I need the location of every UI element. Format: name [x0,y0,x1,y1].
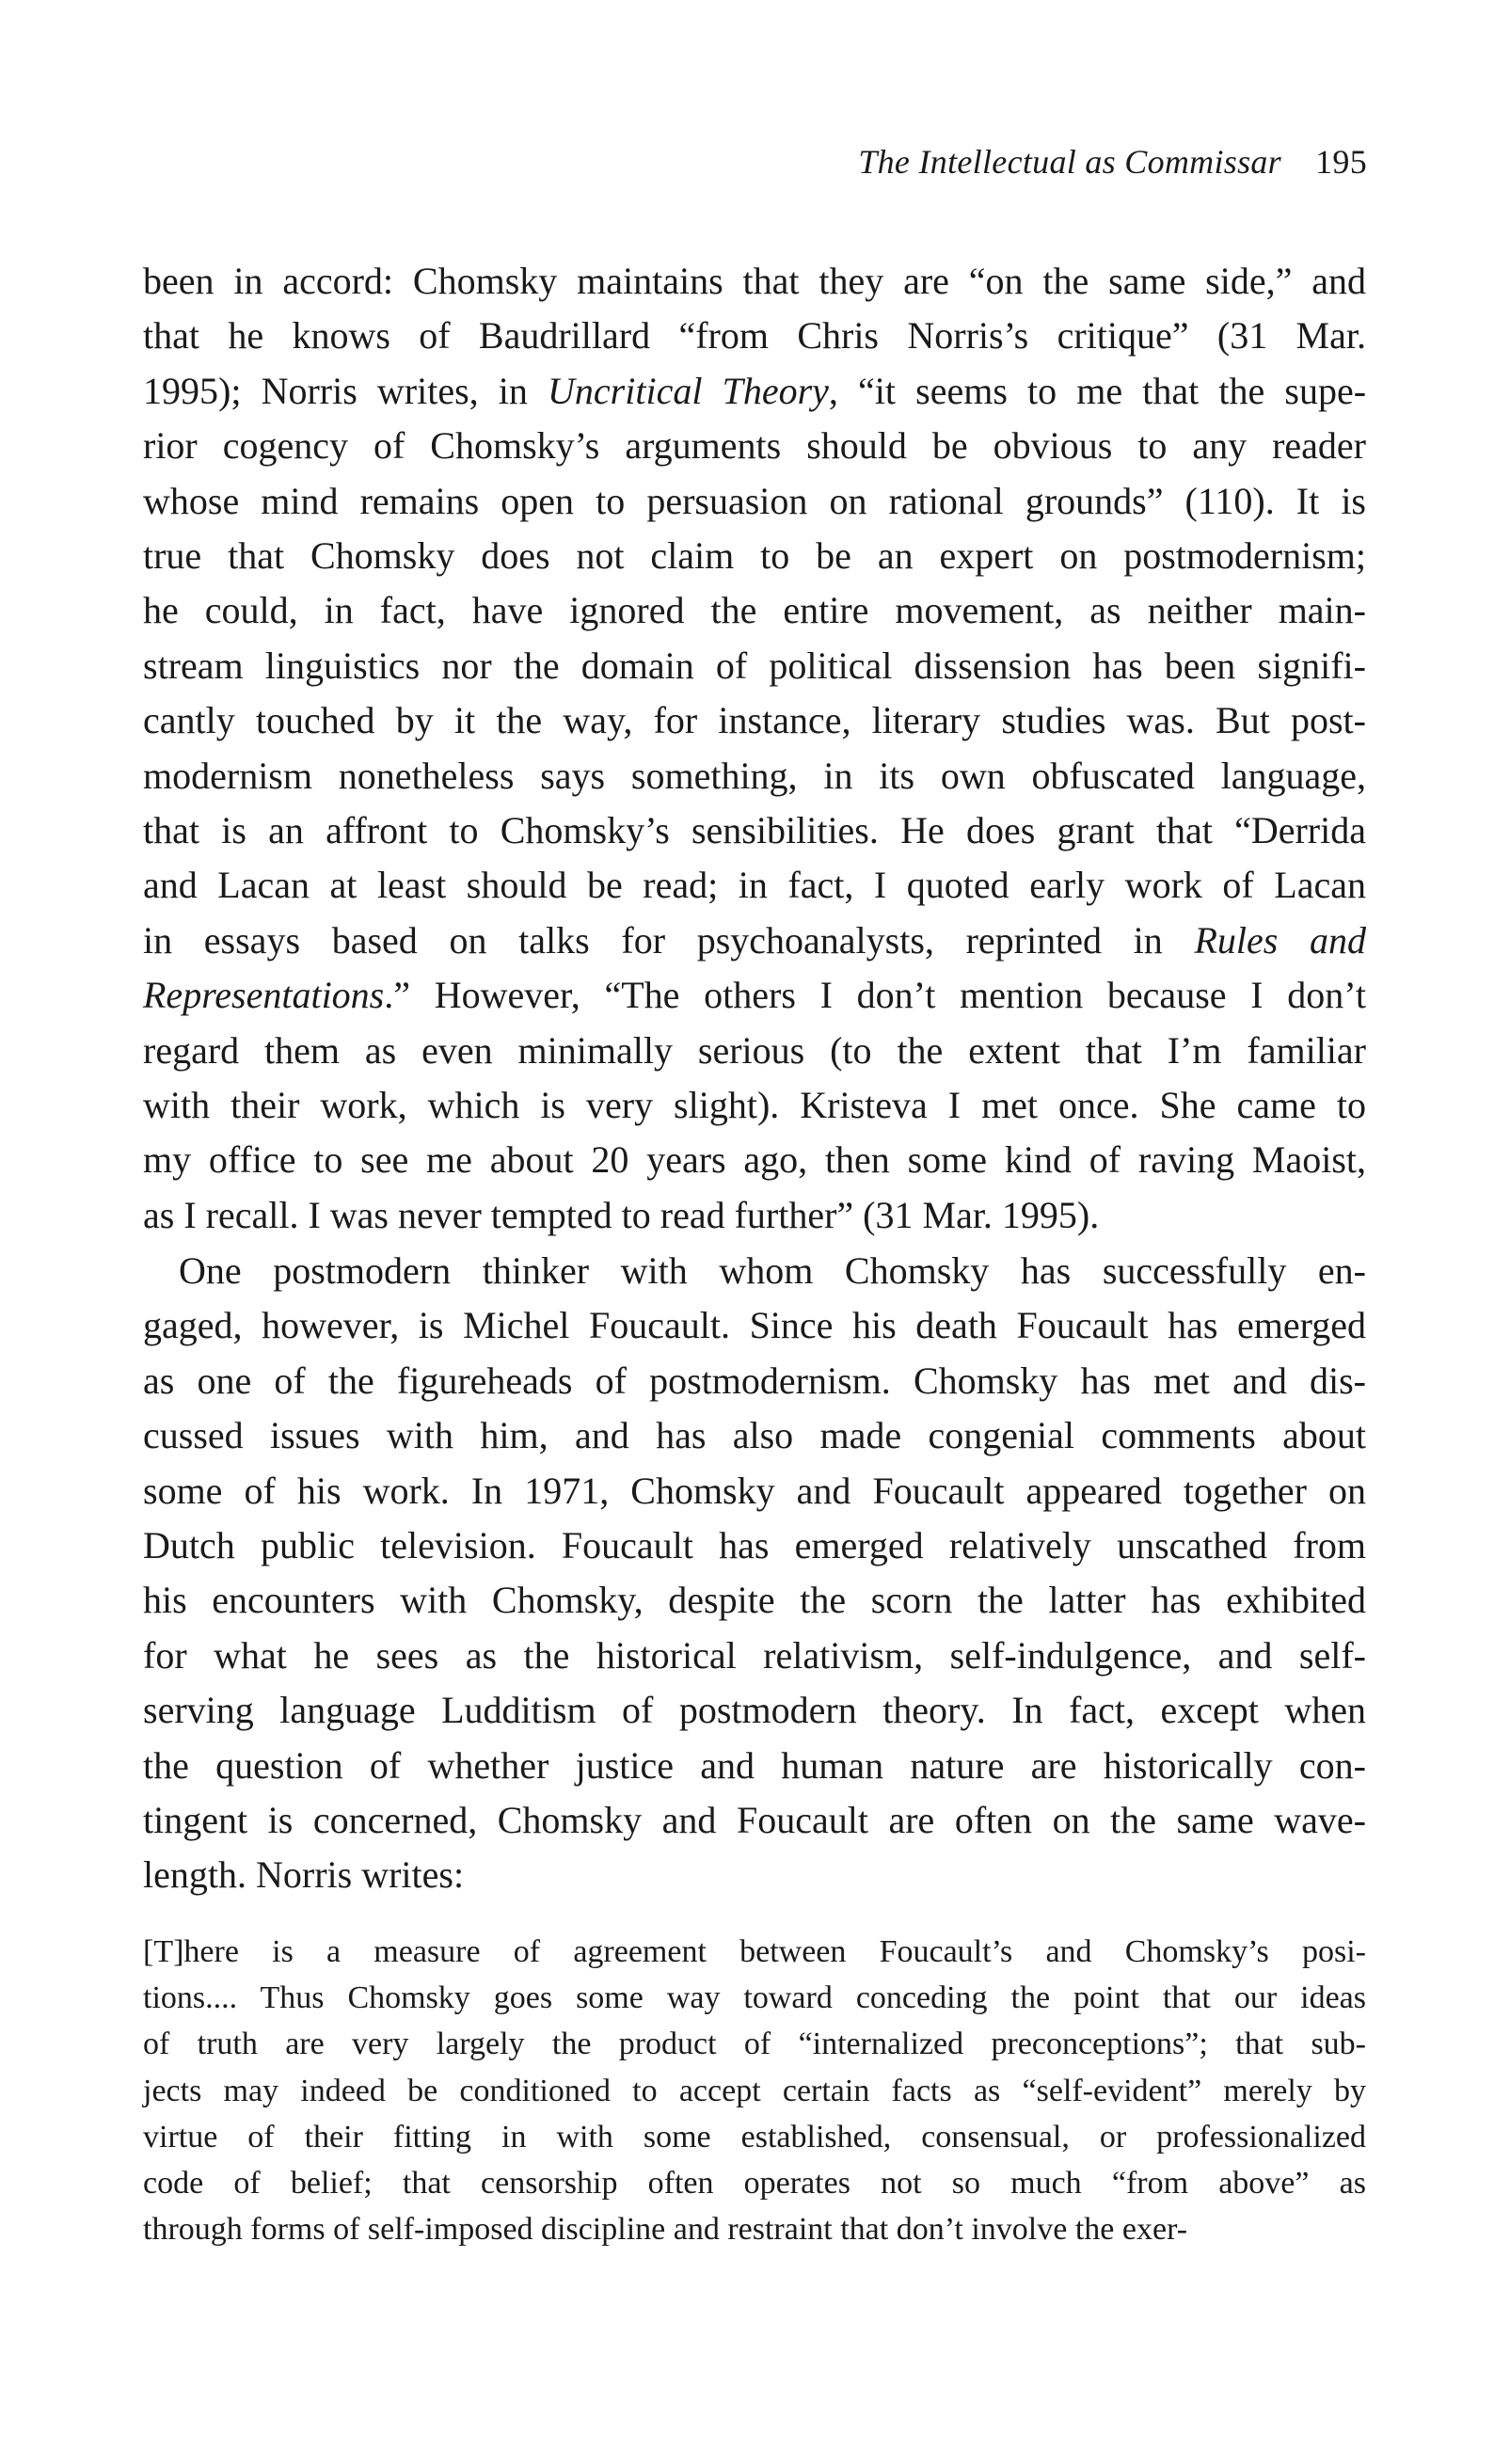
text-line [143,749,1366,803]
text-segment: as I recall. I was never tempted to read further” (31 Mar. 1995). [143,1193,1100,1236]
text-segment: modernism nonetheless says something, in its own obfuscated language, [143,754,1366,797]
text-line [143,803,1366,858]
text-line [143,1078,1366,1133]
quote-line: [T]here is a measure of agreement between Foucault’s and Chomsky’s posi- [143,1934,1366,1969]
text-line [143,1793,1366,1848]
text-line [143,1354,1366,1408]
text-line [143,1408,1366,1463]
text-line [143,309,1366,363]
quote-line: jects may indeed be conditioned to accept certain facts as “self-evident” merely by [143,2073,1366,2108]
text-line [143,1298,1366,1353]
text-segment: rior cogency of Chomsky’s arguments should be obvious to any reader [143,424,1366,468]
text-line [143,639,1366,693]
text-line [143,1739,1366,1793]
text-line [143,1573,1366,1628]
text-line [143,1464,1366,1518]
quote-line: through forms of self-imposed discipline and restraint that don’t involve the exer- [143,2212,1188,2248]
text-segment: .” However, “The others I don’t mention because I don’t [384,974,1366,1017]
text-line [143,1024,1366,1078]
quote-line: of truth are very largely the product of “internalized preconceptions”; that sub- [143,2027,1366,2062]
italic-title-segment: Uncritical Theory [548,369,829,412]
text-segment: stream linguistics nor the domain of political dissension has been signifi- [143,644,1366,687]
text-segment: , “it seems to me that the supe- [828,369,1367,412]
text-line [143,968,1366,1023]
text-segment: that is an affront to Chomsky’s sensibilities. He does grant that “Derrida [143,809,1366,851]
text-segment: he could, in fact, have ignored the entire movement, as neither main- [143,589,1366,632]
text-segment: Dutch public television. Foucault has emerged relatively unscathed from [143,1524,1366,1566]
text-line [143,914,1366,968]
text-line [143,529,1366,583]
text-segment: tingent is concerned, Chomsky and Foucault are often on the same wave- [143,1799,1366,1841]
text-segment: length. Norris writes: [143,1853,465,1897]
text-segment: 1995); Norris writes, in [143,369,548,412]
text-segment: as one of the figureheads of postmodernism. Chomsky has met and dis- [143,1359,1366,1402]
page-number: 195 [1315,143,1367,181]
text-line [143,364,1366,419]
text-line [143,1518,1366,1573]
quote-line: tions.... Thus Chomsky goes some way toward conceding the point that our ideas [143,1980,1366,2016]
text-segment: that he knows of Baudrillard “from Chris Norris’s critique” (31 Mar. [143,314,1366,358]
text-segment: some of his work. In 1971, Chomsky and Foucault appeared together on [143,1469,1366,1512]
text-line [143,858,1366,913]
text-segment: and Lacan at least should be read; in fact, I quoted early work of Lacan [143,864,1366,907]
text-segment: with their work, which is very slight). Kristeva I met once. She came to [143,1084,1366,1126]
text-segment: regard them as even minimally serious (to the extent that I’m familiar [143,1028,1366,1072]
text-line [143,1629,1366,1683]
italic-title-segment: Representations [143,974,385,1017]
text-segment: his encounters with Chomsky, despite the scorn the latter has exhibited [143,1579,1366,1622]
text-line [143,254,1366,309]
text-line [143,1848,1366,1902]
text-line [143,583,1366,638]
text-line [143,1133,1366,1187]
text-segment: whose mind remains open to persuasion on rational grounds” (110). It is [143,479,1366,522]
text-segment: cussed issues with him, and has also made congenial comments about [143,1414,1366,1457]
italic-title-segment: Rules and [1194,918,1366,962]
text-segment: in essays based on talks for psychoanalysts, reprinted in [143,918,1195,962]
text-segment: One postmodern thinker with whom Chomsky has successfully en- [179,1249,1366,1292]
text-segment: serving language Ludditism of postmodern theory. In fact, except when [143,1689,1366,1732]
text-segment: my office to see me about 20 years ago, then some kind of raving Maoist, [143,1138,1366,1182]
quote-line: virtue of their fitting in with some established, consensual, or professionalized [143,2119,1366,2154]
text-line [179,1244,1366,1298]
text-line [143,693,1366,748]
text-segment: true that Chomsky does not claim to be an expert on postmodernism; [143,534,1366,577]
text-segment: gaged, however, is Michel Foucault. Since his death Foucault has emerged [143,1304,1366,1347]
text-line [143,474,1366,529]
running-head-title: The Intellectual as Commissar [858,143,1281,181]
text-line [143,1188,1366,1243]
text-segment: the question of whether justice and human nature are historically con- [143,1743,1366,1787]
text-segment: been in accord: Chomsky maintains that they are “on the same side,” and [143,260,1366,302]
text-segment: cantly touched by it the way, for instance, literary studies was. But post- [143,699,1366,742]
text-line [143,419,1366,473]
quote-line: code of belief; that censorship often operates not so much “from above” as [143,2166,1366,2201]
text-line [143,1683,1366,1738]
text-segment: for what he sees as the historical relativism, self-indulgence, and self- [143,1633,1366,1677]
